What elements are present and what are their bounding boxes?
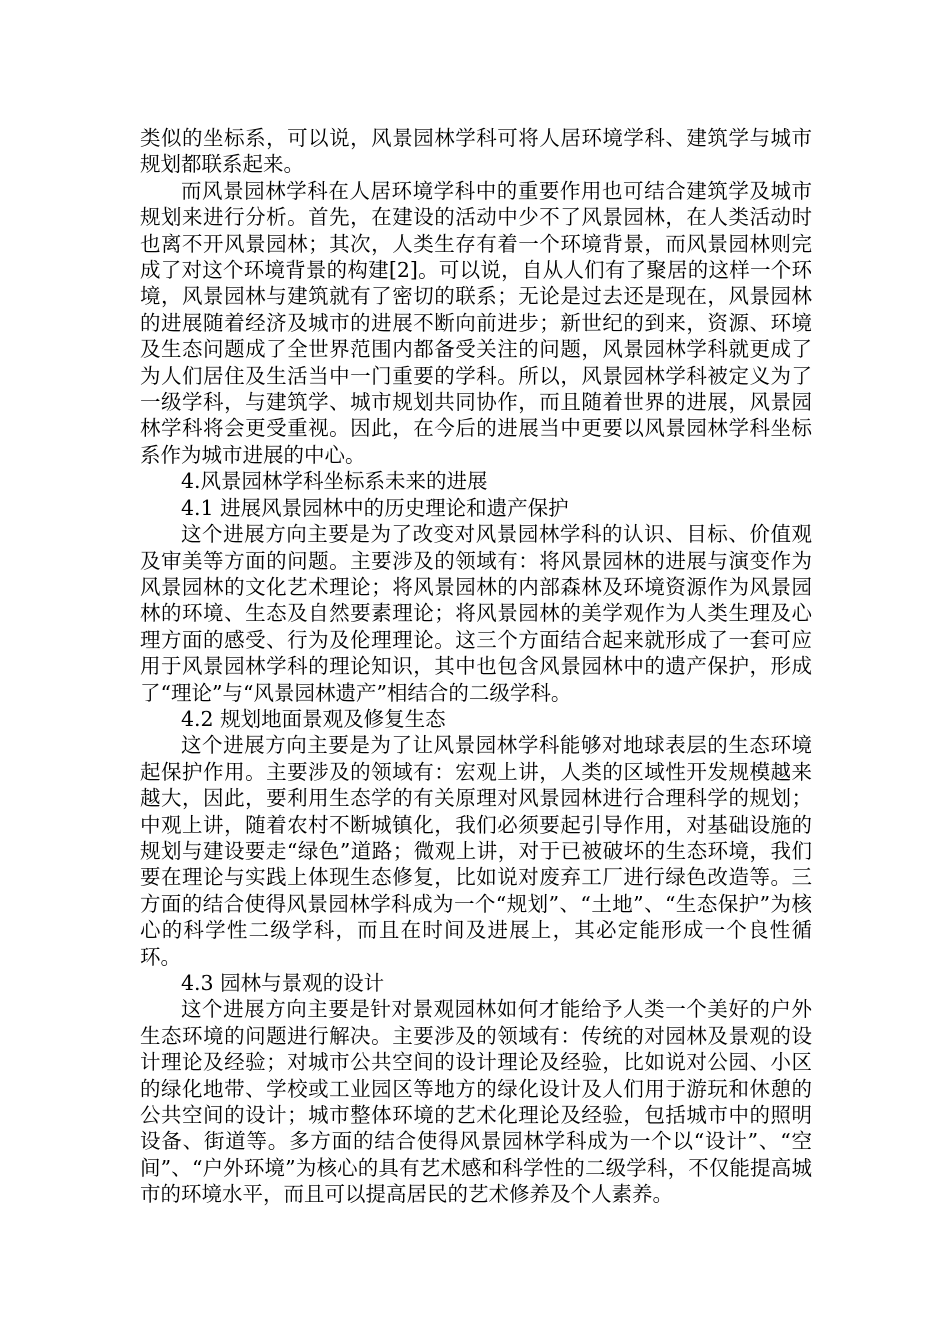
section-heading-4-2: 4.2 规划地面景观及修复生态 [181,706,446,731]
paragraph-garden-landscape-design: 这个进展方向主要是针对景观园林如何才能给予人类一个美好的户外生态环境的问题进行解决。主要涉及的领域有：传统的对园林及景观的设计理论及经验；对城市公共空间的设计理论及经验，比如说对公园、小区的绿化地带、学校或工业园区等地方的绿化设计及人们用于游玩和休憩的公共空间的设计；城市整体环境的艺术化理论及经验，包括城市中的照明设备、街道等。多方面的结合使得风景园林学科成为一个以“设计”、“空间”、“户外环境”为核心的具有艺术感和科学性的二级学科，不仅能提高城市的环境水平，而且可以提高居民的艺术修养及个人素养。 [140,997,812,1207]
paragraph-ground-landscape-ecology: 这个进展方向主要是为了让风景园林学科能够对地球表层的生态环境起保护作用。主要涉及的领域有：宏观上讲，人类的区域性开发规模越来越大，因此，要利用生态学的有关原理对风景园林进行合理科学的规划；中观上讲，随着农村不断城镇化，我们必须要起引导作用，对基础设施的规划与建设要走“绿色”道路；微观上讲，对于已被破坏的生态环境，我们要在理论与实践上体现生态修复，比如说对废弃工厂进行绿色改造等。三方面的结合使得风景园林学科成为一个“规划”、“土地”、“生态保护”为核心的科学性二级学科，而且在时间及进展上，其必定能形成一个良性循环。 [140,733,812,969]
paragraph-history-theory-heritage: 这个进展方向主要是为了改变对风景园林学科的认识、目标、价值观及审美等方面的问题。主要涉及的领域有：将风景园林的进展与演变作为风景园林的文化艺术理论；将风景园林的内部森林及环境资源作为风景园林的环境、生态及自然要素理论；将风景园林的美学观作为人类生理及心理方面的感受、行为及伦理理论。这三个方面结合起来就形成了一套可应用于风景园林学科的理论知识，其中也包含风景园林中的遗产保护，形成了“理论”与“风景园林遗产”相结合的二级学科。 [140,522,812,705]
section-heading-4-1: 4.1 进展风景园林中的历史理论和遗产保护 [181,495,569,520]
paragraph-continuation: 类似的坐标系，可以说，风景园林学科可将人居环境学科、建筑学与城市规划都联系起来。 [140,126,812,177]
body-text-column [140,125,812,1208]
paragraph-role-of-landscape-discipline: 而风景园林学科在人居环境学科中的重要作用也可结合建筑学及城市规划来进行分析。首先，在建设的活动中少不了风景园林，在人类活动时也离不开风景园林；其次，人类生存有着一个环境背景，而风景园林则完成了对这个环境背景的构建[2]。可以说，自从人们有了聚居的这样一个环境，风景园林与建筑就有了密切的联系；无论是过去还是现在，风景园林的进展随着经济及城市的进展不断向前进步；新世纪的到来，资源、环境及生态问题成了全世界范围内都备受关注的问题，风景园林学科就更成了为人们居住及生活当中一门重要的学科。所以，风景园林学科被定义为了一级学科，与建筑学、城市规划共同协作，而且随着世界的进展，风景园林学科将会更受重视。因此，在今后的进展当中更要以风景园林学科坐标系作为城市进展的中心。 [140,178,812,467]
section-heading-4: 4.风景园林学科坐标系未来的进展 [181,469,488,494]
section-heading-4-3: 4.3 园林与景观的设计 [181,971,385,995]
